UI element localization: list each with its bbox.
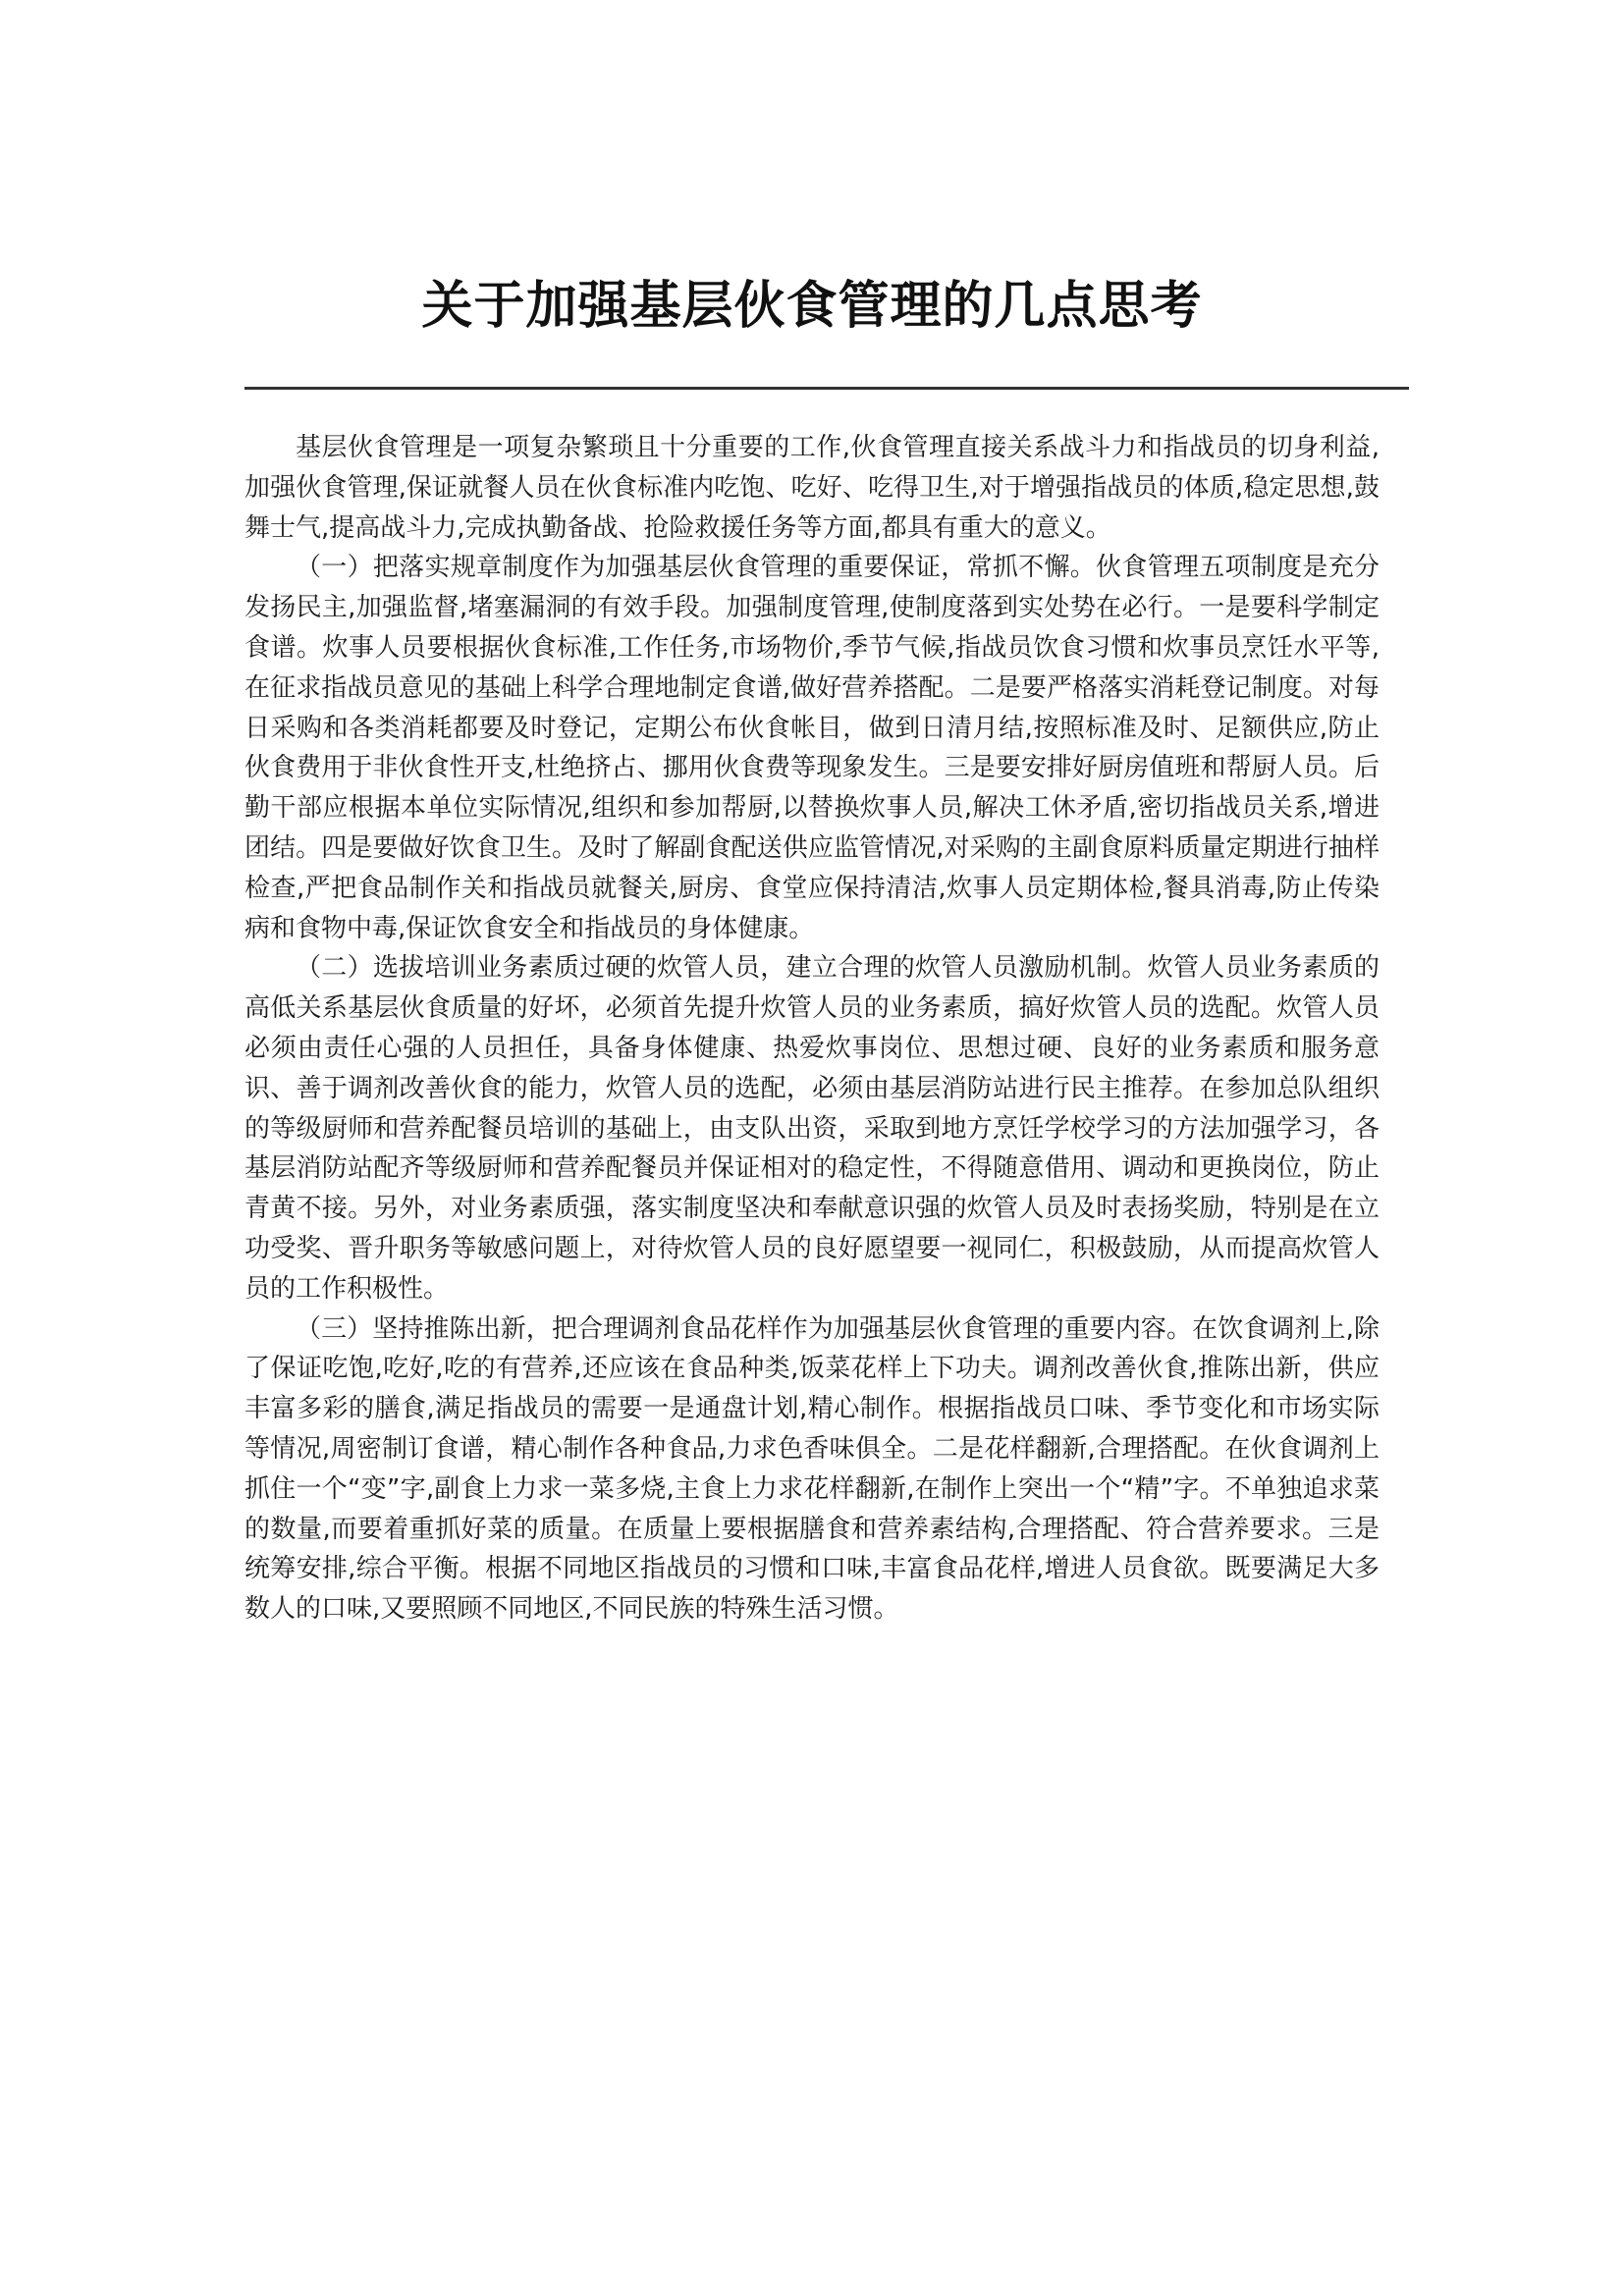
title-divider <box>244 387 1409 390</box>
document-body <box>244 428 1380 1629</box>
intro-paragraph: 基层伙食管理是一项复杂繁琐且十分重要的工作,伙食管理直接关系战斗力和指战员的切身利益,加强伙食管理,保证就餐人员在伙食标准内吃饱、吃好、吃得卫生,对于增强指战员的体质,稳定思想,鼓舞士气,提高战斗力,完成执勤备战、抢险救援任务等方面,都具有重大的意义。 <box>244 433 1380 543</box>
section-one-paragraph: （一）把落实规章制度作为加强基层伙食管理的重要保证，常抓不懈。伙食管理五项制度是充分发扬民主,加强监督,堵塞漏洞的有效手段。加强制度管理,使制度落到实处势在必行。一是要科学制定食谱。炊事人员要根据伙食标准,工作任务,市场物价,季节气候,指战员饮食习惯和炊事员烹饪水平等,在征求指战员意见的基础上科学合理地制定食谱,做好营养搭配。二是要严格落实消耗登记制度。对每日采购和各类消耗都要及时登记，定期公布伙食帐目，做到日清月结,按照标准及时、足额供应,防止伙食费用于非伙食性开支,杜绝挤占、挪用伙食费等现象发生。三是要安排好厨房值班和帮厨人员。后勤干部应根据本单位实际情况,组织和参加帮厨,以替换炊事人员,解决工休矛盾,密切指战员关系,增进团结。四是要做好饮食卫生。及时了解副食配送供应监管情况,对采购的主副食原料质量定期进行抽样检查,严把食品制作关和指战员就餐关,厨房、食堂应保持清洁,炊事人员定期体检,餐具消毒,防止传染病和食物中毒,保证饮食安全和指战员的身体健康。 <box>244 553 1380 943</box>
section-three-paragraph: （三）坚持推陈出新，把合理调剂食品花样作为加强基层伙食管理的重要内容。在饮食调剂上,除了保证吃饱,吃好,吃的有营养,还应该在食品种类,饭菜花样上下功夫。调剂改善伙食,推陈出新，供应丰富多彩的膳食,满足指战员的需要一是通盘计划,精心制作。根据指战员口味、季节变化和市场实际等情况,周密制订食谱，精心制作各种食品,力求色香味俱全。二是花样翻新,合理搭配。在伙食调剂上抓住一个“变”字,副食上力求一菜多烧,主食上力求花样翻新,在制作上突出一个“精”字。不单独追求菜的数量,而要着重抓好菜的质量。在质量上要根据膳食和营养素结构,合理搭配、符合营养要求。三是统筹安排,综合平衡。根据不同地区指战员的习惯和口味,丰富食品花样,增进人员食欲。既要满足大多数人的口味,又要照顾不同地区,不同民族的特殊生活习惯。 <box>244 1313 1380 1625</box>
document-title: 关于加强基层伙食管理的几点思考 <box>421 277 1203 336</box>
section-two-paragraph: （二）选拔培训业务素质过硬的炊管人员，建立合理的炊管人员激励机制。炊管人员业务素质的高低关系基层伙食质量的好坏，必须首先提升炊管人员的业务素质，搞好炊管人员的选配。炊管人员必须由责任心强的人员担任，具备身体健康、热爱炊事岗位、思想过硬、良好的业务素质和服务意识、善于调剂改善伙食的能力，炊管人员的选配，必须由基层消防站进行民主推荐。在参加总队组织的等级厨师和营养配餐员培训的基础上，由支队出资，采取到地方烹饪学校学习的方法加强学习，各基层消防站配齐等级厨师和营养配餐员并保证相对的稳定性，不得随意借用、调动和更换岗位，防止青黄不接。另外，对业务素质强，落实制度坚决和奉献意识强的炊管人员及时表扬奖励，特别是在立功受奖、晋升职务等敏感问题上，对待炊管人员的良好愿望要一视同仁，积极鼓励，从而提高炊管人员的工作积极性。 <box>244 953 1380 1304</box>
